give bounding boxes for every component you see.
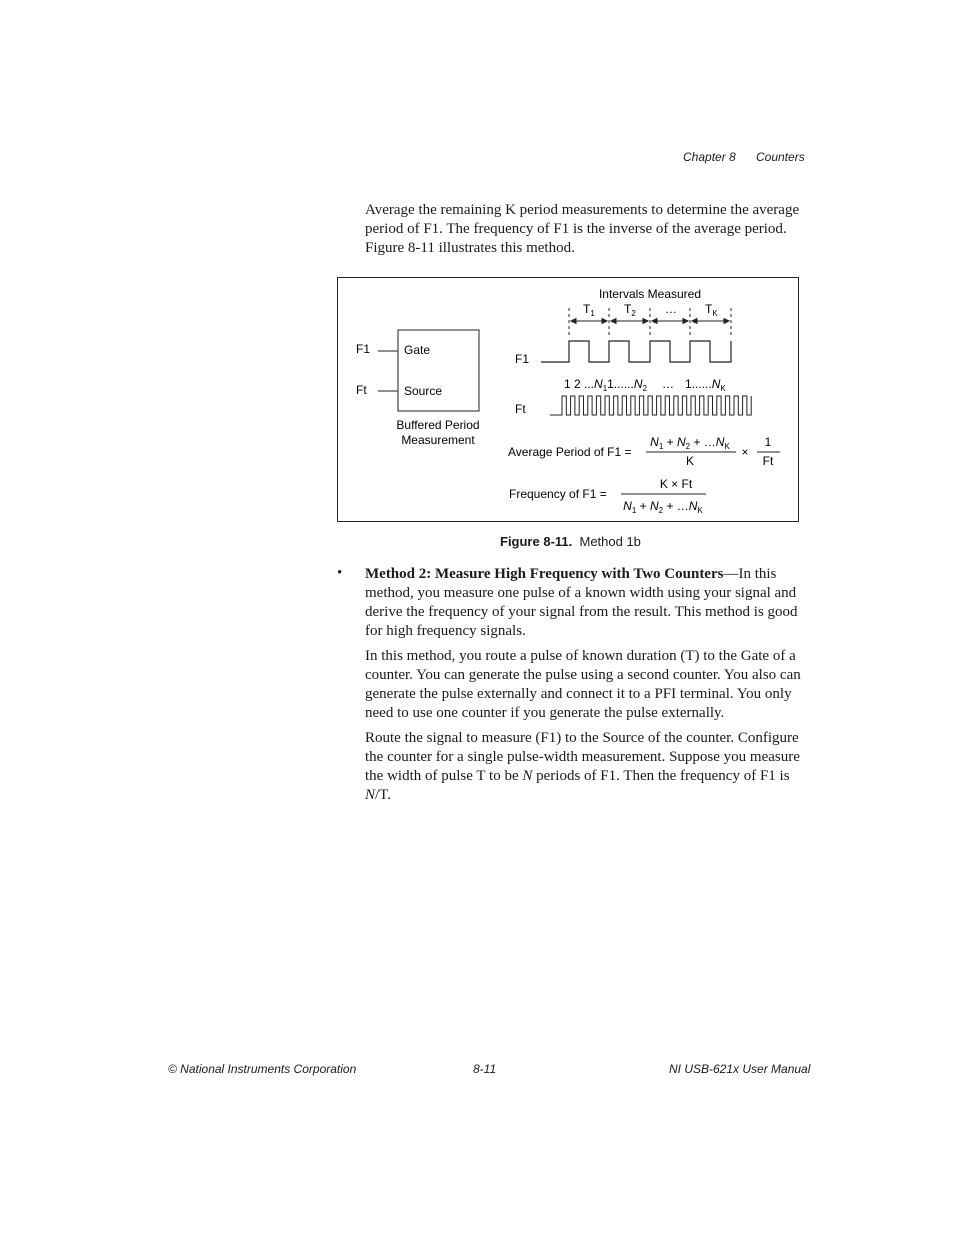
times-symbol: × bbox=[741, 445, 749, 459]
method-1b-diagram bbox=[338, 278, 800, 523]
ft-waveform bbox=[550, 396, 751, 415]
block-f1-label: F1 bbox=[356, 342, 371, 356]
intervals-title: Intervals Measured bbox=[598, 287, 702, 301]
intro-paragraph-block bbox=[365, 201, 801, 258]
count-sequence: 1 2 $...N_11......N_2$ bbox=[564, 377, 647, 393]
block-caption-line2: Measurement bbox=[401, 433, 475, 447]
intro-paragraph: Average the remaining K period measurements to determine the average period of F1. The frequency of F1 is the inverse of the average period. Figure 8-11 illustrates this method. bbox=[365, 202, 800, 256]
bullet-symbol: • bbox=[337, 565, 343, 581]
footer-page-number: 8-11 bbox=[473, 1062, 497, 1076]
paragraph-2: In this method, you route a pulse of known duration (T) to the Gate of a counter. You can generate the pulse using a second counter. You also can generate the pulse externally and connect it to a PFI terminal. You only need to use one counter if you generate the pulse externally. bbox=[365, 648, 801, 721]
method-2-title: Method 2: Measure High Frequency with Two Counters bbox=[365, 566, 724, 582]
f1-waveform bbox=[541, 341, 731, 362]
count-ellipsis: … bbox=[662, 377, 674, 391]
t1-label: $T_1$ bbox=[583, 302, 595, 318]
gate-label: Gate bbox=[404, 343, 431, 357]
avg-period-label: Average Period of F1 = bbox=[508, 445, 632, 459]
paragraph-3: Route the signal to measure (F1) to the Source of the counter. Configure the counter for a single pulse-width measurement. Suppose you measure the width of pulse T to be N periods of F1. Then the frequency of F1 is N/T. bbox=[365, 730, 800, 803]
footer-copyright: © National Instruments Corporation bbox=[168, 1062, 357, 1076]
count-sequence-k: $1......N_K$ bbox=[685, 377, 726, 393]
figure-8-11 bbox=[337, 277, 799, 522]
block-ft-label: Ft bbox=[356, 383, 367, 397]
header-section: Counters bbox=[756, 150, 805, 164]
method-2-block bbox=[365, 565, 801, 805]
header-chapter: Chapter 8 bbox=[683, 150, 736, 164]
tk-label: $T_K$ bbox=[705, 302, 718, 318]
ft-denominator: Ft bbox=[762, 454, 774, 468]
one-numerator: 1 bbox=[764, 435, 772, 449]
t-ellipsis: … bbox=[665, 302, 677, 316]
method-2-paragraph bbox=[365, 565, 801, 641]
method-2-text: —In this method, you measure one pulse of a known width using your signal and derive the frequency of your signal from the result. This method is good for high frequency signals. bbox=[365, 566, 798, 639]
t2-label: $T_2$ bbox=[624, 302, 636, 318]
freq-numerator: K × Ft bbox=[659, 477, 693, 491]
figure-caption-title: Method 1b bbox=[579, 534, 641, 549]
source-label: Source bbox=[404, 384, 443, 398]
block-caption-line1: Buffered Period bbox=[396, 418, 480, 432]
avg-denominator: K bbox=[685, 454, 695, 468]
wave-ft-label: Ft bbox=[515, 402, 526, 416]
figure-caption-label: Figure 8-11. bbox=[500, 534, 573, 549]
footer-manual-title: NI USB-621x User Manual bbox=[669, 1062, 811, 1076]
figure-caption bbox=[500, 534, 641, 549]
wave-f1-label: F1 bbox=[515, 352, 530, 366]
frequency-label: Frequency of F1 = bbox=[509, 487, 607, 501]
freq-denominator: $N_1 + N_2$ + $\dots N_K$ bbox=[623, 499, 703, 515]
avg-numerator: $N_1 + N_2$ + $\dots N_K$ bbox=[650, 435, 730, 451]
